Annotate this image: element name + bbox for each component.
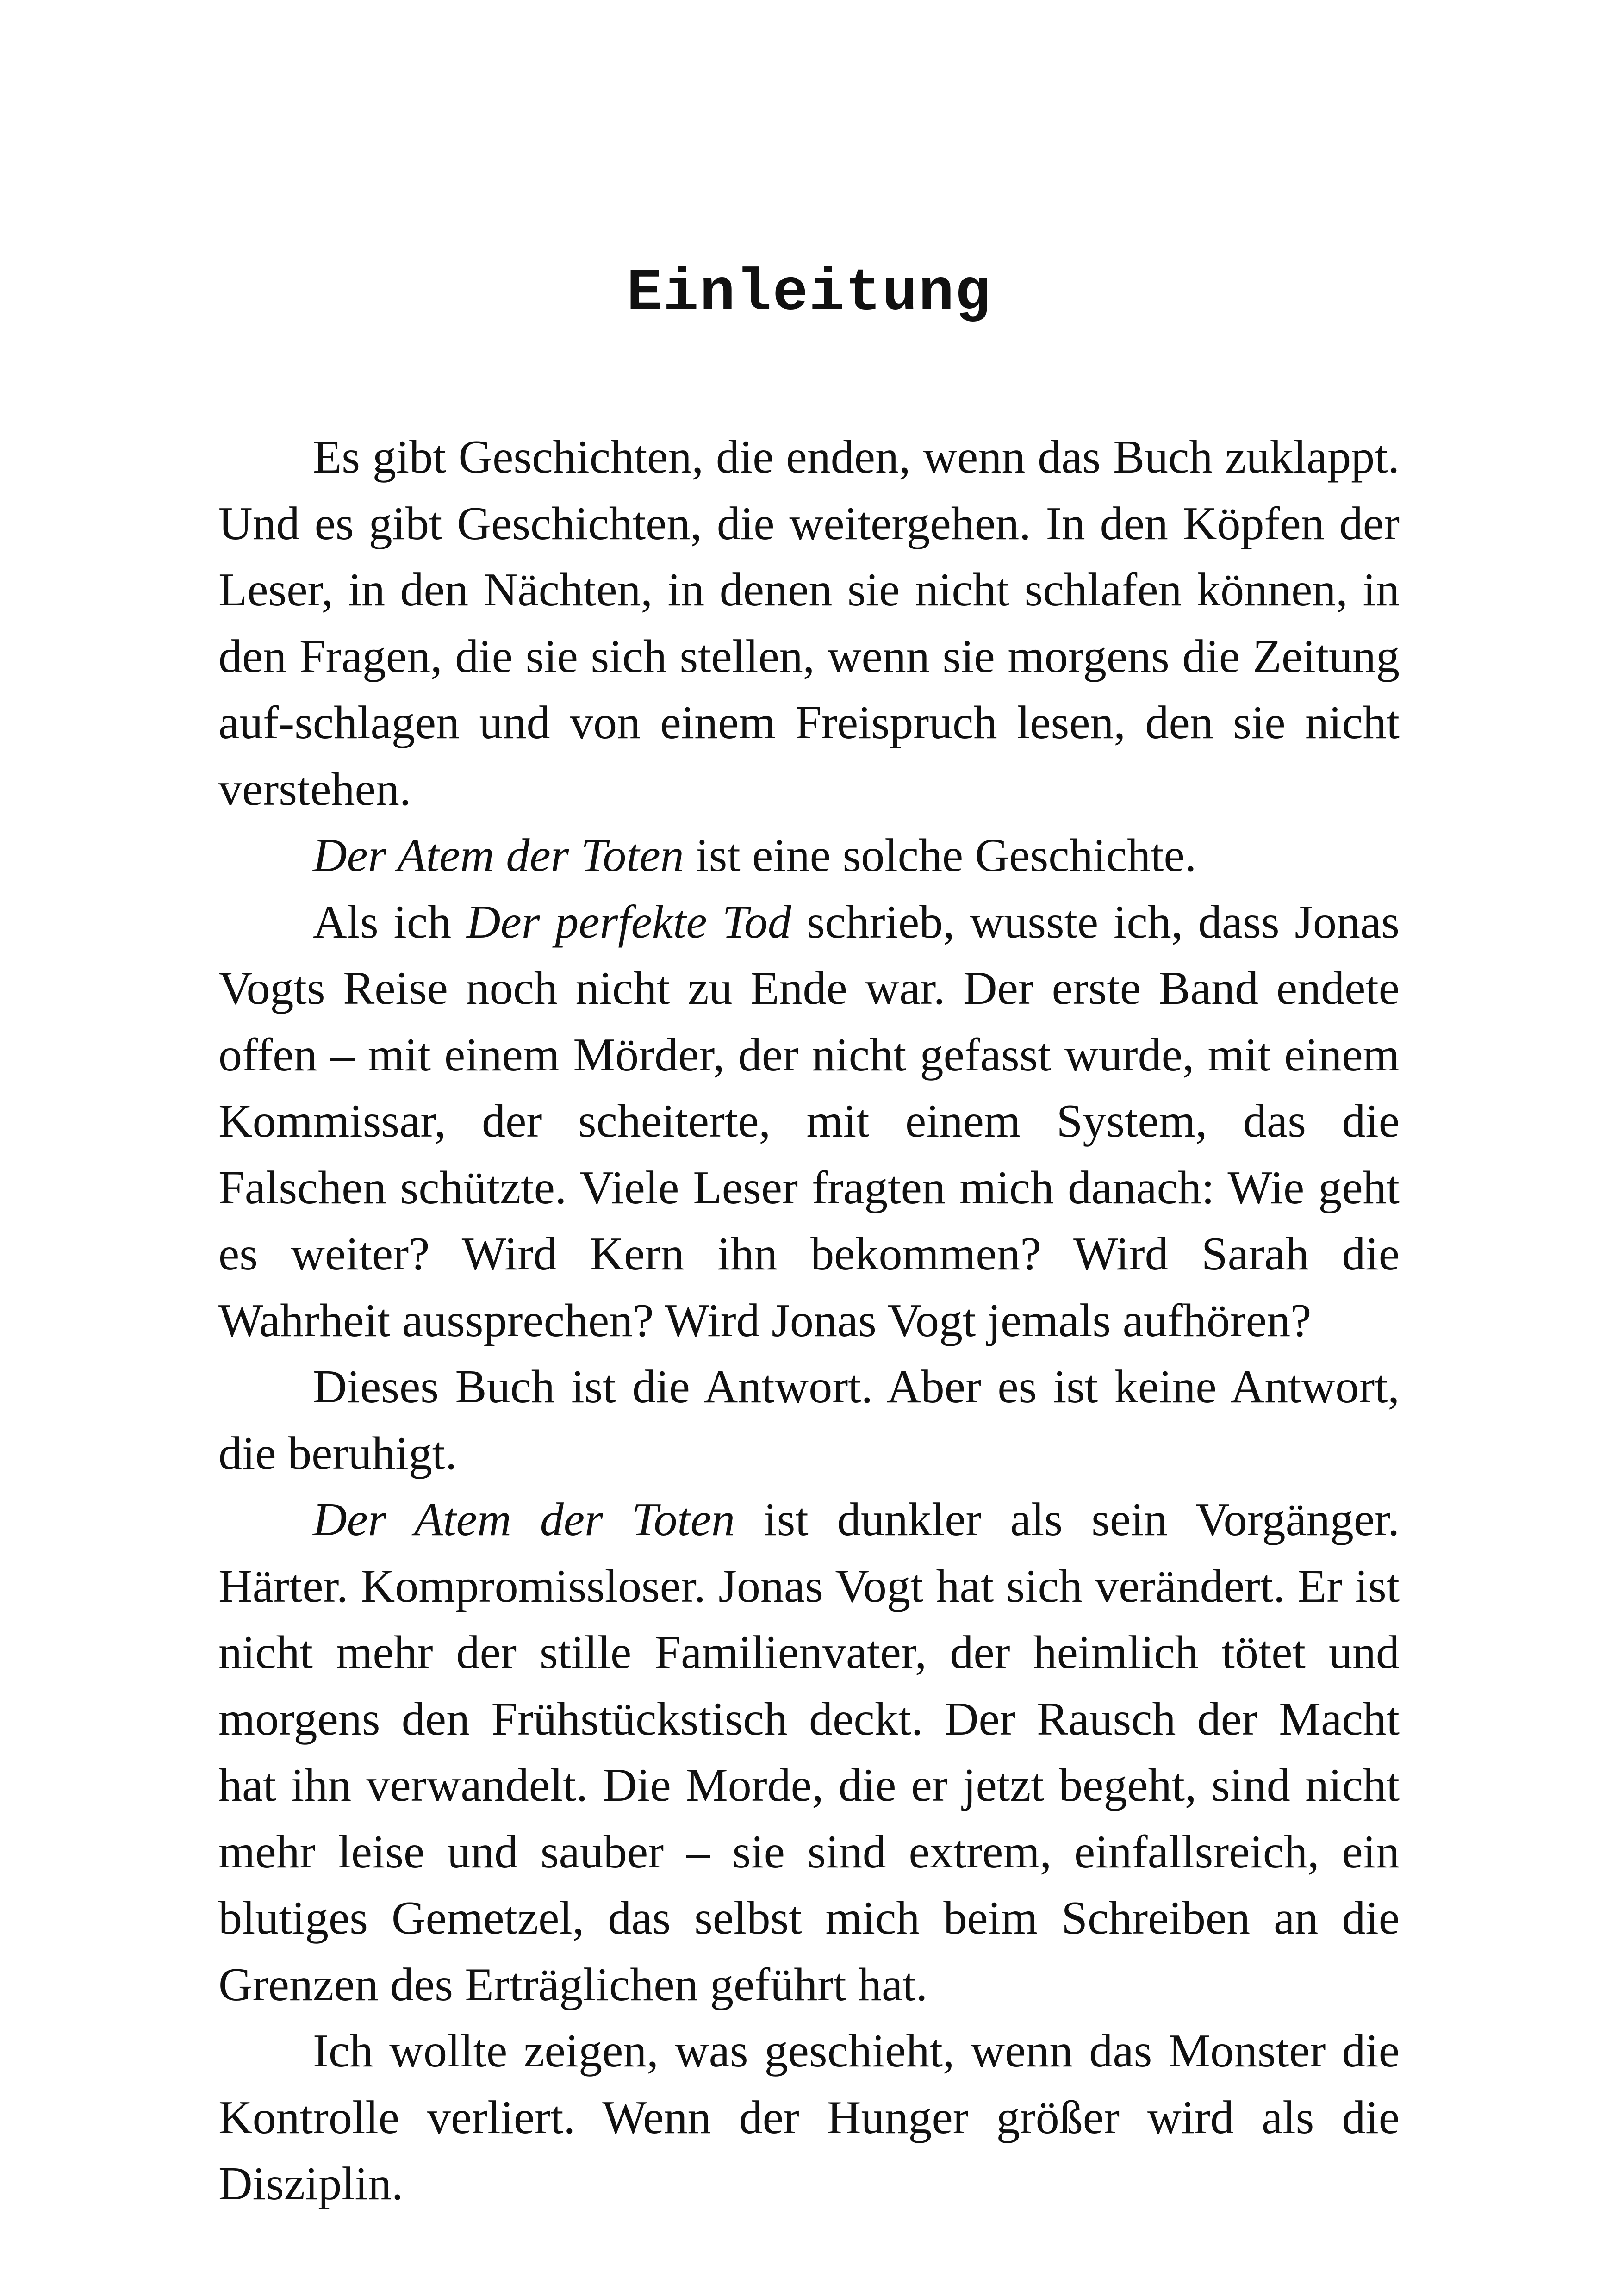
paragraph bbox=[218, 1487, 1400, 2018]
paragraph-text: schrieb, wusste ich, dass Jonas Vogts Reise noch nicht zu Ende war. Der erste Band endete offen – mit einem Mörder, der nicht gefasst wurde, mit einem Kommissar, der scheiterte, mit einem System, das die Falschen schützte. Viele Leser fragten mich danach: Wie geht es weiter? Wird Kern ihn bekommen? Wird Sarah die Wahrheit aussprechen? Wird Jonas Vogt jemals aufhören? bbox=[218, 896, 1400, 1347]
paragraph-text: ist eine solche Geschichte. bbox=[684, 829, 1197, 882]
paragraph-text: Es gibt Geschichten, die enden, wenn das Buch zuklappt. Und es gibt Geschichten, die weitergehen. In den Köpfen der Leser, in den Nächten, in denen sie nicht schlafen können, in den Fragen, die sie sich stellen, wenn sie morgens die Zeitung auf-schlagen und von einem Freispruch lesen, den sie nicht verstehen. bbox=[218, 431, 1400, 815]
paragraph bbox=[218, 424, 1400, 822]
paragraph-text: Dieses Buch ist die Antwort. Aber es ist keine Antwort, die beruhigt. bbox=[218, 1361, 1400, 1480]
paragraph bbox=[218, 822, 1400, 889]
book-title-text: Der Atem der Toten bbox=[313, 1493, 735, 1546]
paragraph-text: Ich wollte zeigen, was geschieht, wenn das Monster die Kontrolle verliert. Wenn der Hunger größer wird als die Disziplin. bbox=[218, 2025, 1400, 2210]
paragraph-text: Als ich bbox=[313, 896, 467, 948]
paragraph bbox=[218, 1354, 1400, 1487]
book-title-text: Der perfekte Tod bbox=[466, 896, 791, 948]
paragraph bbox=[218, 889, 1400, 1354]
book-title-text: Der Atem der Toten bbox=[313, 829, 684, 882]
chapter-body bbox=[218, 424, 1400, 2217]
chapter-title: Einleitung bbox=[626, 260, 992, 327]
paragraph bbox=[218, 2018, 1400, 2217]
paragraph-text: ist dunkler als sein Vorgänger. Härter. Kompromissloser. Jonas Vogt hat sich verändert. Er ist nicht mehr der stille Familienvater, der heimlich tötet und morgens den Frühstückstisch deckt. Der Rausch der Macht hat ihn verwandelt. Die Morde, die er jetzt begeht, sind nicht mehr leise und sauber – sie sind extrem, einfallsreich, ein blutiges Gemetzel, das selbst mich beim Schreiben an die Grenzen des Erträglichen geführt hat. bbox=[218, 1493, 1400, 2011]
